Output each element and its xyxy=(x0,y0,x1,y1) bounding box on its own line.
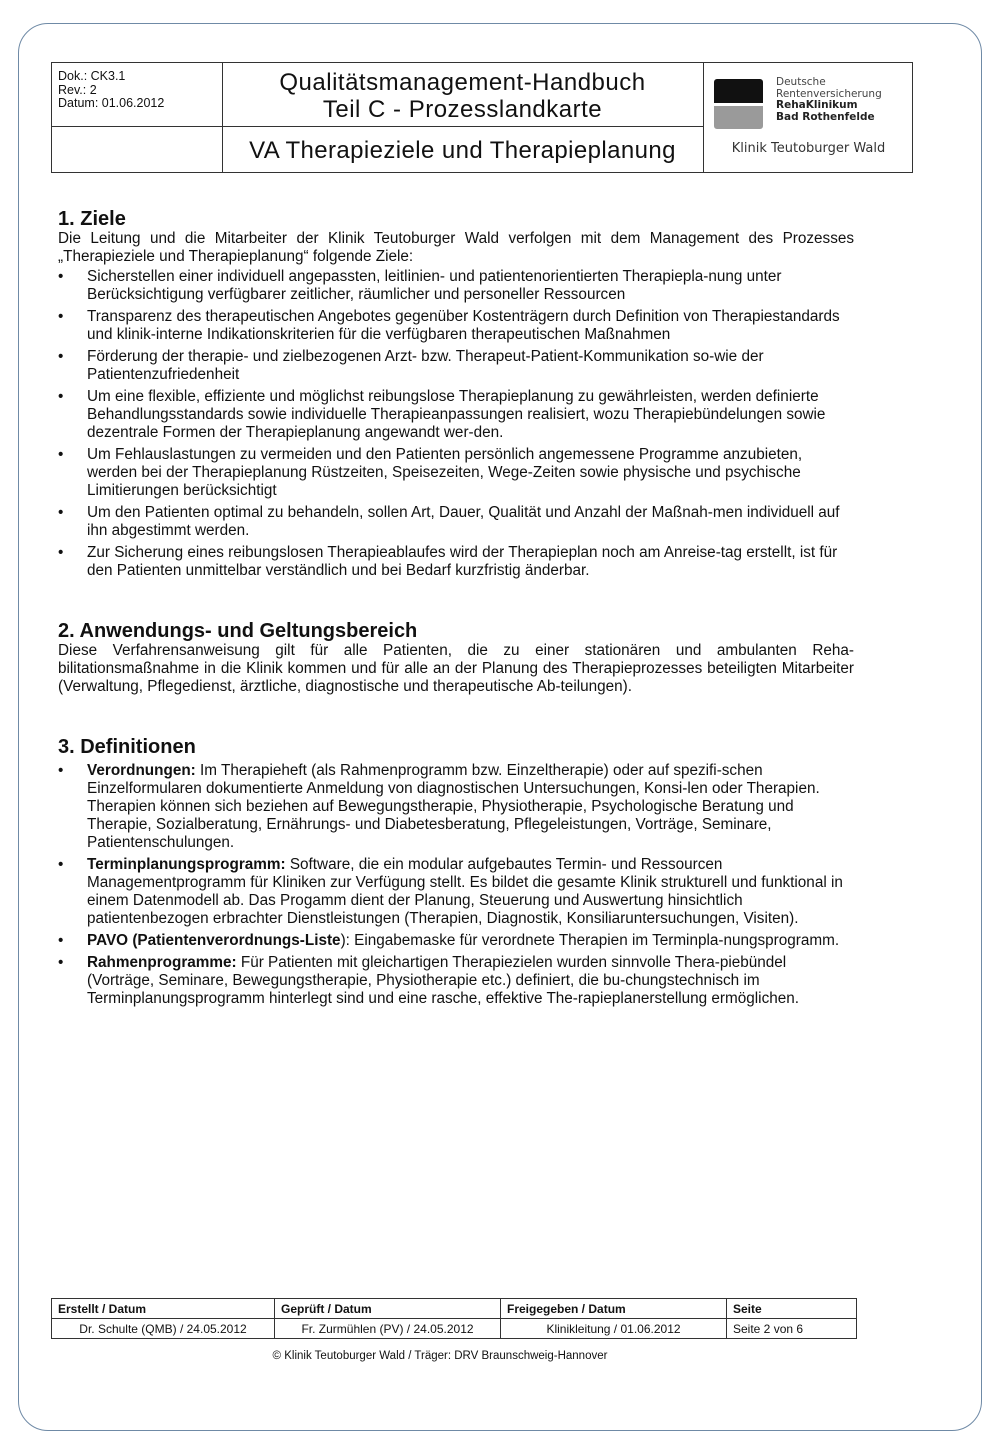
col-header: Geprüft / Datum xyxy=(275,1299,501,1319)
section-heading: 2. Anwendungs- und Geltungsbereich xyxy=(58,620,418,642)
drv-logo xyxy=(714,77,909,137)
section-intro: Die Leitung und die Mitarbeiter der Klinik Teutoburger Wald verfolgen mit dem Management des Prozesses „Therapieziele und Therapieplanung“ folgende Ziele: xyxy=(58,230,854,265)
table-cell: Seite 2 von 6 xyxy=(727,1319,857,1339)
definition-item xyxy=(58,932,854,950)
list-item: • Um eine flexible, effiziente und möglichst reibungslose Therapieplanung zu gewährleisten, werden definierte Behandlungsstandards sowie individuelle Therapieanpassungen realisiert, wozu Therapiebündelungen sowie dezentrale Formen der Therapieplanung angewandt wer-den. xyxy=(58,388,854,442)
col-header: Erstellt / Datum xyxy=(52,1299,275,1319)
doc-number: Dok.: CK3.1 xyxy=(58,69,126,83)
definition-item xyxy=(58,954,854,1008)
definition-text: Software, die ein modular aufgebautes Termin- und Ressourcen Managementprogramm für Kliniken zur Verfügung stellt. Es bildet die gesamte Klinik strukturell und funktional in einem Datenmodell ab. Das Progamm dient der Planung, Steuerung und Auswertung hinsichtlich patientenbezogen erbrachter Dienstleistungen (Therapien, Diagnostik, Konsiliaruntersuchungen, Visiten). xyxy=(87,856,843,927)
title-line-1: Qualitätsmanagement-Handbuch xyxy=(279,69,646,96)
copyright-note: © Klinik Teutoburger Wald / Träger: DRV Braunschweig-Hannover xyxy=(272,1350,608,1362)
section-heading: 3. Definitionen xyxy=(58,736,196,758)
definition-text: Für Patienten mit gleichartigen Therapiezielen wurden sinnvolle Thera-piebündel (Vorträge, Seminare, Bewegungstherapie, Physiotherapie etc.) definiert, die bu-chungstechnisch im Terminplanungsprogramm hinterlegt sind und eine rasche, effektive The-rapieplanerstellung ermöglichen. xyxy=(87,954,799,1007)
document-header xyxy=(51,62,913,173)
section-text: Diese Verfahrensanweisung gilt für alle Patienten, die zu einer stationären und ambulanten Reha-bilitationsmaßnahme in die Klinik kommen und für alle an der Planung des Therapieprozesses beteiligten Mitarbeiter (Verwaltung, Pflegedienst, ärztliche, diagnostische und therapeutische Ab-teilungen). xyxy=(58,642,854,695)
table-cell: Dr. Schulte (QMB) / 24.05.2012 xyxy=(52,1319,275,1339)
definition-term: Rahmenprogramme: xyxy=(87,954,237,971)
definition-text: Im Therapieheft (als Rahmenprogramm bzw. Einzeltherapie) oder auf spezifi-schen Einzelformularen dokumentierte Anmeldung von diagnostischen Untersuchungen, Konsi-len oder Therapien. Therapien können sich beziehen auf Bewegungstherapie, Physiotherapie, Psychologische Beratung und Therapie, Sozialberatung, Ernährungs- und Diabetesberatung, Pflegeleistungen, Vorträge, Seminare, Patientenschulungen. xyxy=(87,762,820,851)
list-item: • Transparenz des therapeutischen Angebotes gegenüber Kostenträgern durch Definition von Therapiestandards und klinik-interne Indikationskriterien für die verfügbaren therapeutischen Maßnahmen xyxy=(58,308,854,344)
definition-item xyxy=(58,856,854,928)
page-title xyxy=(222,69,703,123)
col-header: Seite xyxy=(727,1299,857,1319)
table-row xyxy=(52,1319,857,1339)
list-item: • Förderung der therapie- und zielbezogenen Arzt- bzw. Therapeut-Patient-Kommunikation so-wie der Patientenzufriedenheit xyxy=(58,348,854,384)
doc-info xyxy=(58,70,164,111)
section-definitions xyxy=(58,736,854,1008)
doc-revision: Rev.: 2 xyxy=(58,82,97,97)
list-item: • Um Fehlauslastungen zu vermeiden und den Patienten persönlich angemessene Programme anzubieten, werden bei der Therapieplanung Rüstzeiten, Speisezeiten, Wege-Zeiten sowie physische und psychische Limitierungen berücksichtigt xyxy=(58,446,854,500)
page-subtitle: VA Therapieziele und Therapieplanung xyxy=(249,137,676,164)
col-header: Freigegeben / Datum xyxy=(501,1299,727,1319)
section-goals xyxy=(58,208,854,580)
goals-list xyxy=(58,268,854,580)
list-item: • Um den Patienten optimal zu behandeln, sollen Art, Dauer, Qualität und Anzahl der Maßnah-men individuell auf ihn abgestimmt werden. xyxy=(58,504,854,540)
definitions-list xyxy=(58,762,854,1008)
clinic-name: Klinik Teutoburger Wald xyxy=(731,141,886,156)
definition-term: PAVO (Patientenverordnungs-Liste xyxy=(87,932,341,949)
approval-table xyxy=(51,1298,857,1339)
table-cell: Klinikleitung / 01.06.2012 xyxy=(501,1319,727,1339)
list-item: • Zur Sicherung eines reibungslosen Therapieablaufes wird der Therapieplan noch am Anreise-tag erstellt, ist für den Patienten unmittelbar verständlich und bei Bedarf kurzfristig änderbar. xyxy=(58,544,854,580)
list-item: • Sicherstellen einer individuell angepassten, leitlinien- und patientenorientierten Therapiepla-nung unter Berücksichtigung verfügbarer zeitlicher, räumlicher und personeller Ressourcen xyxy=(58,268,854,304)
title-line-2: Teil C - Prozesslandkarte xyxy=(322,96,603,123)
table-cell: Fr. Zurmühlen (PV) / 24.05.2012 xyxy=(275,1319,501,1339)
logo-icon xyxy=(714,79,763,129)
doc-date: Datum: 01.06.2012 xyxy=(58,96,165,110)
table-header-row xyxy=(52,1299,857,1319)
logo-text: Deutsche Rentenversicherung RehaKlinikum Bad Rothenfelde xyxy=(776,76,882,123)
section-heading: 1. Ziele xyxy=(58,208,126,230)
document-body xyxy=(58,208,854,1012)
definition-term: Terminplanungsprogramm: xyxy=(87,856,286,873)
header-divider xyxy=(52,126,703,127)
section-scope xyxy=(58,620,854,696)
definition-text: ): Eingabemaske für verordnete Therapien im Terminpla-nungsprogramm. xyxy=(340,932,840,949)
definition-item xyxy=(58,762,854,852)
definition-term: Verordnungen: xyxy=(87,762,196,779)
